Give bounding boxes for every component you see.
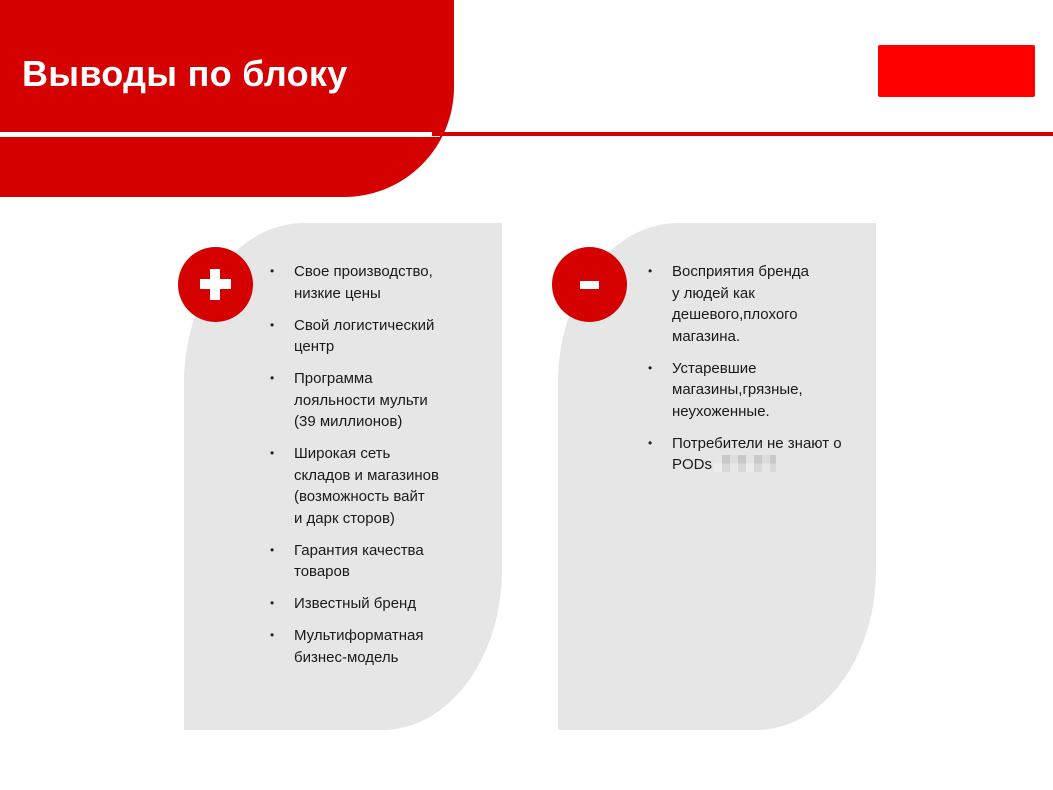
list-item: • Свое производство, низкие цены <box>270 261 475 304</box>
list-item: • Свой логистический центр <box>270 315 475 358</box>
header-divider <box>0 132 1053 137</box>
page-title: Выводы по блоку <box>22 53 348 94</box>
redacted-blur <box>714 455 776 472</box>
list-item: • Программа лояльности мульти (39 миллионов) <box>270 368 475 433</box>
brand-logo-placeholder <box>878 45 1035 97</box>
list-item: • Восприятия бренда у людей как дешевого,плохого магазина. <box>648 261 868 347</box>
list-item: • Широкая сеть складов и магазинов (возможность вайт и дарк сторов) <box>270 443 475 529</box>
header-banner <box>0 0 454 197</box>
pros-list <box>270 261 475 679</box>
list-item: • Известный бренд <box>270 593 475 615</box>
cons-list <box>648 261 868 486</box>
header-divider-line <box>432 132 1053 136</box>
list-item: • Потребители не знают о PODs <box>648 433 868 476</box>
header-divider-gap <box>0 132 440 137</box>
list-item: • Устаревшие магазины,грязные, неухоженные. <box>648 358 868 423</box>
minus-icon <box>552 247 627 322</box>
list-item: • Мультиформатная бизнес-модель <box>270 625 475 668</box>
plus-icon <box>178 247 253 322</box>
list-item: • Гарантия качества товаров <box>270 540 475 583</box>
